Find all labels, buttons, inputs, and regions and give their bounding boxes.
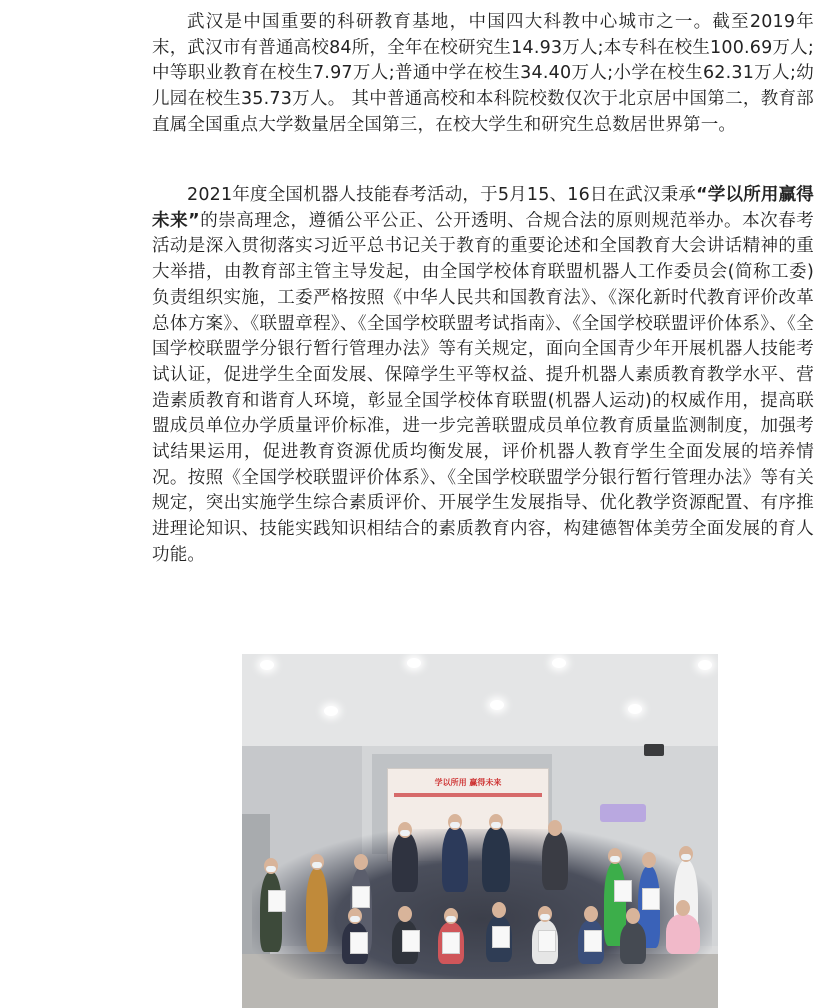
face-mask	[681, 854, 691, 860]
child-figure	[666, 914, 700, 954]
person-head	[492, 902, 506, 918]
screen-title: 学以所用 赢得未来	[434, 777, 502, 787]
ceiling-light	[698, 660, 712, 670]
person-head	[676, 900, 690, 916]
ceiling-light	[628, 704, 642, 714]
certificate	[538, 930, 556, 952]
certificate	[352, 886, 370, 908]
face-mask	[491, 822, 501, 828]
child-figure	[620, 922, 646, 964]
photo-ceiling	[242, 654, 718, 746]
person-head	[626, 908, 640, 924]
certificate	[442, 932, 460, 954]
face-mask	[350, 916, 360, 922]
adult-figure	[392, 832, 418, 892]
ceiling-light	[324, 706, 338, 716]
face-mask	[266, 866, 276, 872]
ceiling-light	[490, 700, 504, 710]
face-mask	[312, 862, 322, 868]
ceiling-light	[552, 658, 566, 668]
adult-figure	[482, 826, 510, 892]
paragraph-text-before: 2021年度全国机器人技能春考活动，于5月15、16日在武汉秉承	[187, 185, 697, 205]
person-head	[354, 854, 368, 870]
paragraph-robot-exam	[152, 183, 814, 569]
group-photo	[242, 654, 718, 1008]
certificate	[268, 890, 286, 912]
person-head	[584, 906, 598, 922]
paragraph-wuhan-education: 武汉是中国重要的科研教育基地，中国四大科教中心城市之一。截至2019年末，武汉市有普通高校84所，全年在校研究生14.93万人;本专科在校生100.69万人;中等职业教育在校生7.97万人;普通中学在校生34.40万人;小学在校生62.31万人;幼儿园在校生35.73万人。 其中普通高校和本科院校数仅次于北京居中国第二，教育部直属全国重点大学数量居全国第三，在校大学生和研究生总数居世界第一。	[152, 12, 814, 135]
face-mask	[610, 856, 620, 862]
certificate	[642, 888, 660, 910]
child-figure	[306, 868, 328, 952]
wall-poster	[600, 804, 646, 822]
certificate	[492, 926, 510, 948]
person-head	[642, 852, 656, 868]
speaker	[644, 744, 664, 756]
ceiling-light	[260, 660, 274, 670]
person-head	[398, 906, 412, 922]
ceiling-light	[407, 658, 421, 668]
certificate	[402, 930, 420, 952]
screen-subtitle-bar	[394, 793, 542, 797]
adult-figure	[542, 830, 568, 890]
face-mask	[450, 822, 460, 828]
certificate	[584, 930, 602, 952]
certificate	[350, 932, 368, 954]
person-head	[548, 820, 562, 836]
paragraph-text-after: 的崇高理念，遵循公平公正、公开透明、合规合法的原则规范举办。本次春考活动是深入贯彻落实习近平总书记关于教育的重要论述和全国教育大会讲话精神的重大举措，由教育部主管主导发起，由全国学校体育联盟机器人工作委员会(简称工委)负责组织实施，工委严格按照《中华人民共和国教育法》、《深化新时代教育评价改革总体方案》、《联盟章程》、《全国学校联盟考试指南》、《全国学校联盟评价体系》、《全国学校联盟学分银行暂行管理办法》等有关规定，面向全国青少年开展机器人技能考试认证，促进学生全面发展、保障学生平等权益、提升机器人素质教育教学水平、营造素质教育和谐育人环境，彰显全国学校体育联盟(机器人运动)的权威作用，提高联盟成员单位办学质量评价标准，进一步完善联盟成员单位教育质量监测制度，加强考试结果运用，促进教育资源优质均衡发展，评价机器人教育学生全面发展的培养情况。按照《全国学校联盟评价体系》、《全国学校联盟学分银行暂行管理办法》等有关规定，突出实施学生综合素质评价、开展学生发展指导、优化教学资源配置、有序推进理论知识、技能实践知识相结合的素质教育内容，构建德智体美劳全面发展的育人功能。	[152, 210, 814, 565]
face-mask	[400, 830, 410, 836]
face-mask	[446, 916, 456, 922]
certificate	[614, 880, 632, 902]
adult-figure	[442, 826, 468, 892]
slogan-emphasis: “学以所用赢得未来”	[152, 185, 815, 231]
face-mask	[540, 914, 550, 920]
child-figure	[260, 872, 282, 952]
